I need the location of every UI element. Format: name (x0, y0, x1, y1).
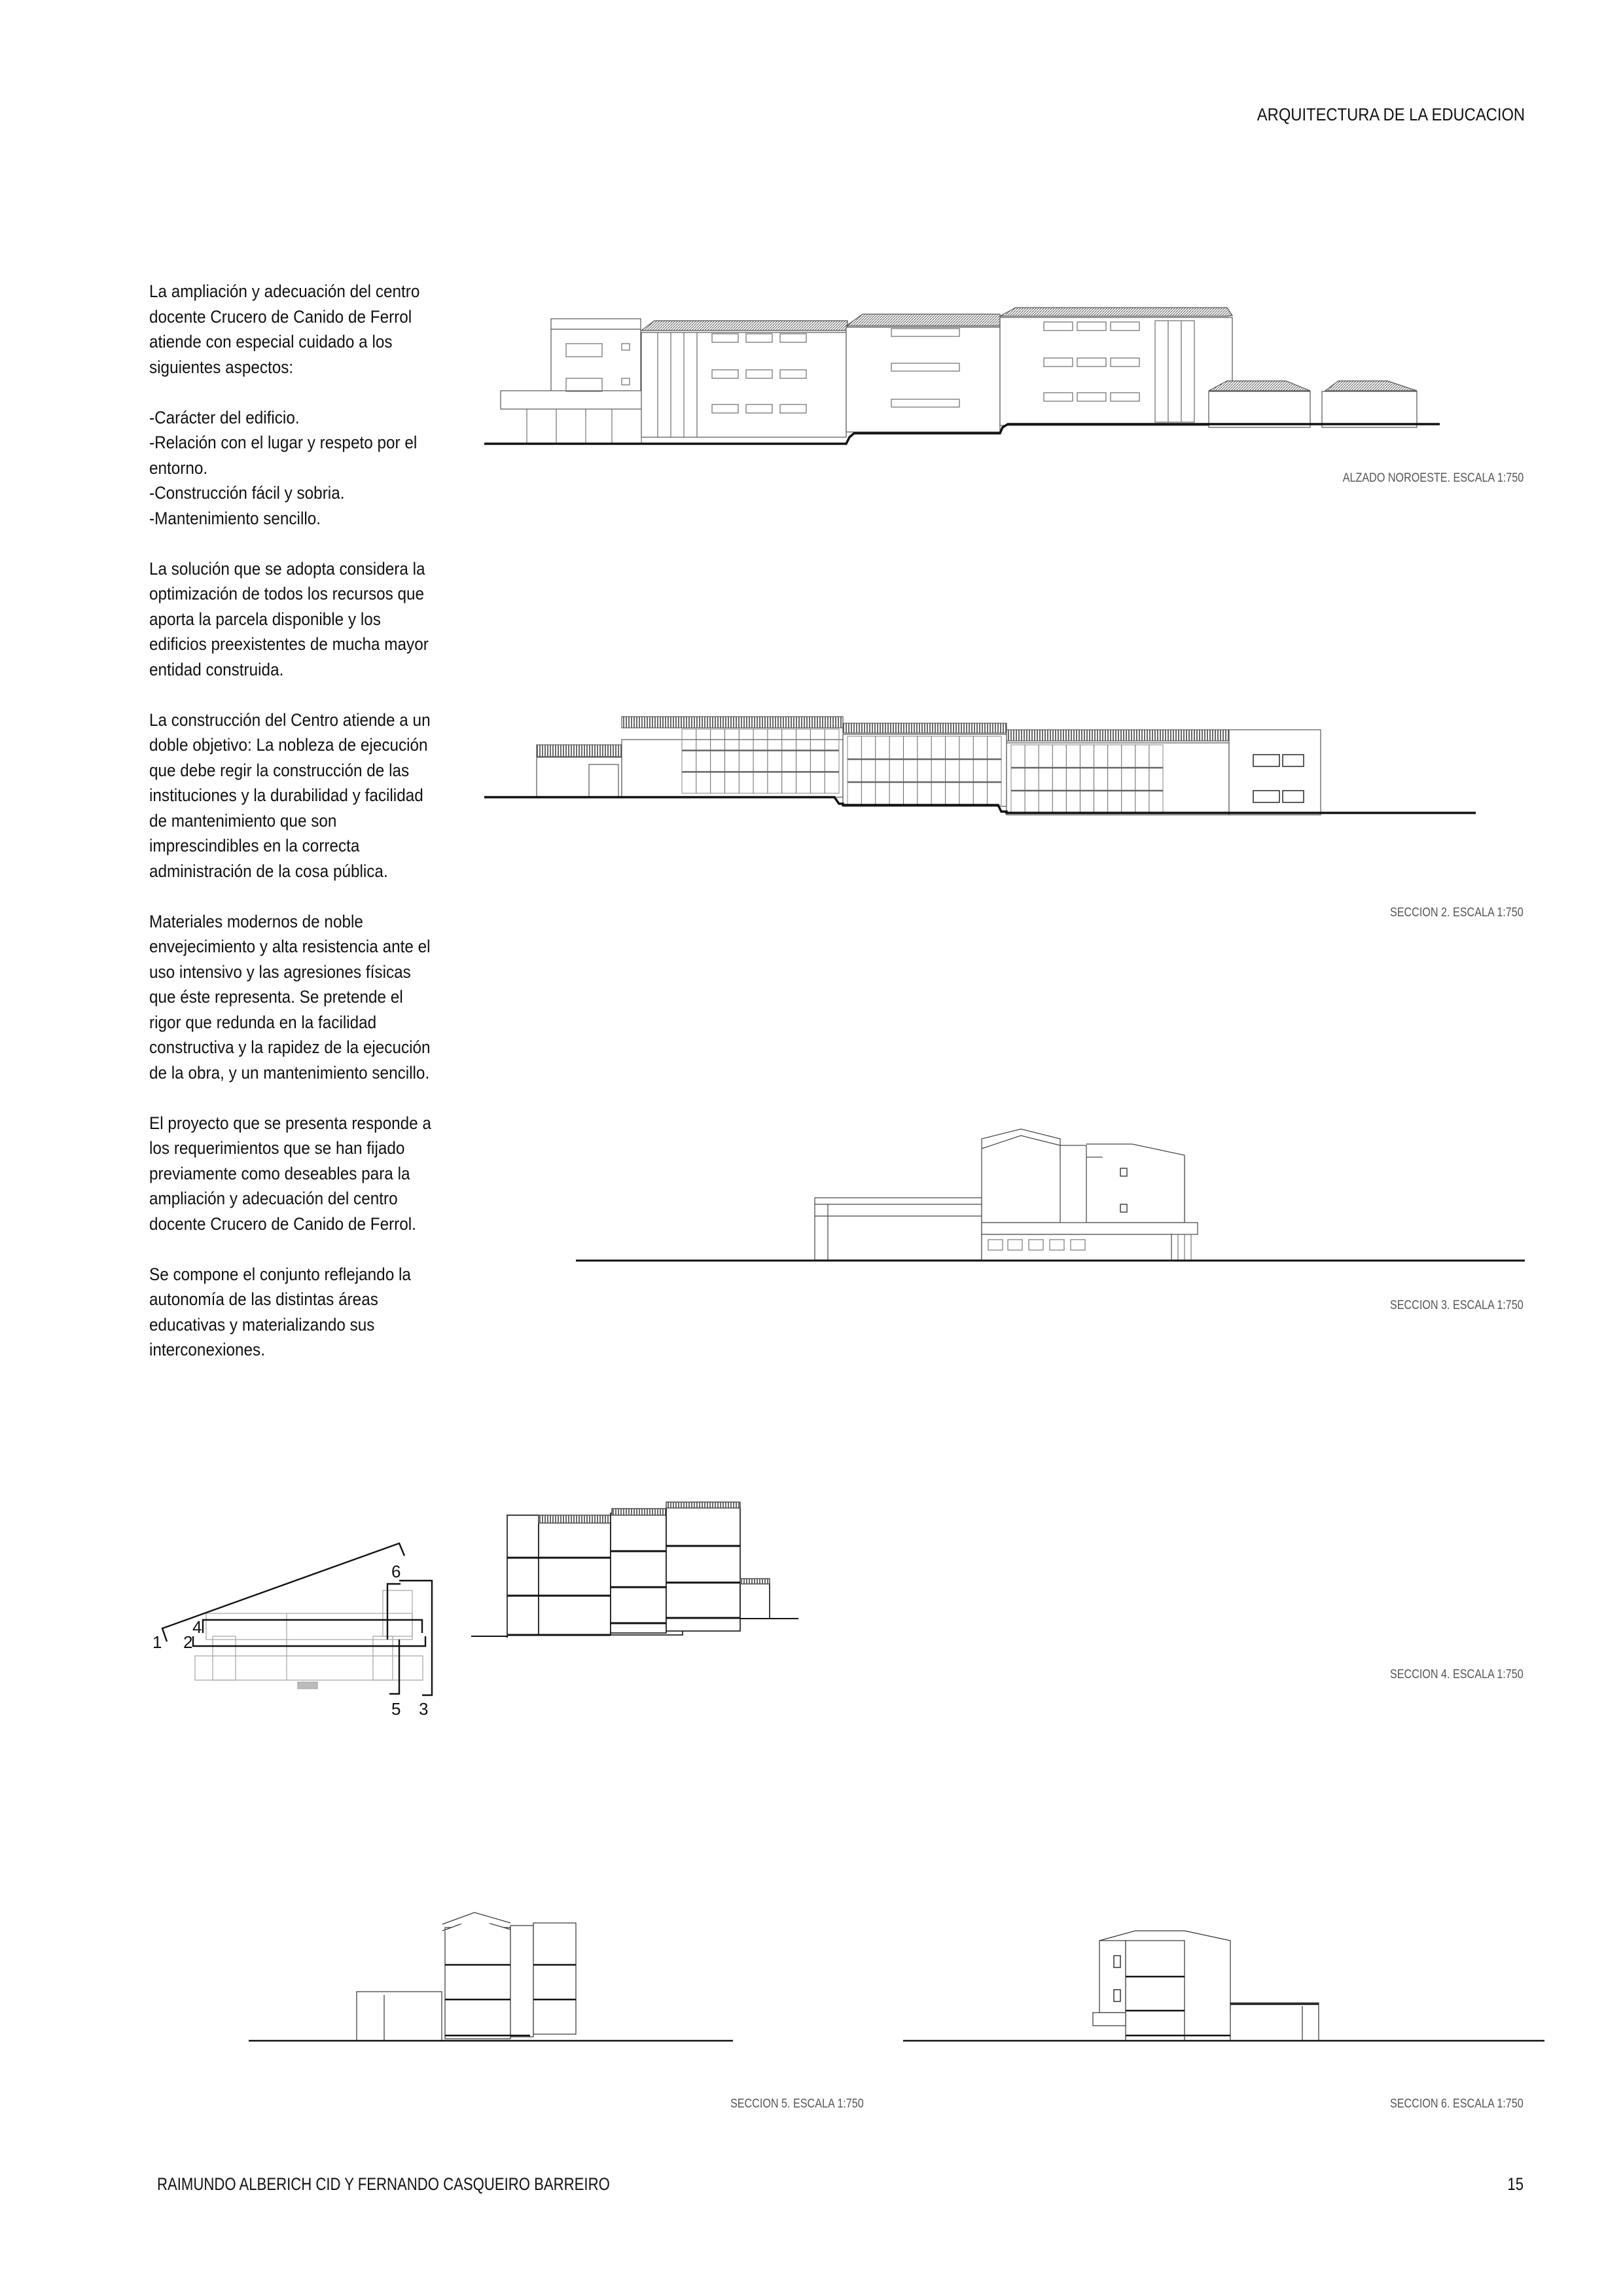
aspect-item: -Carácter del edificio. (149, 407, 300, 427)
aspect-item: -Relación con el lugar y respeto por el entorno. (149, 433, 418, 478)
body-paragraph: El proyecto que se presenta responde a los requerimientos que se han fijado previamente como deseables para la ampliación y adecuación del centro docente Crucero de Canido de Ferrol. (149, 1113, 431, 1234)
section-marker-4: 4 (192, 1617, 202, 1637)
seccion-2-caption: SECCION 2. ESCALA 1:750 (1390, 906, 1524, 920)
body-paragraph: Se compone el conjunto reflejando la autonomía de las distintas áreas educativas y materializando sus interconexiones. (149, 1264, 411, 1359)
aspect-item: -Mantenimiento sencillo. (149, 508, 321, 528)
seccion-5-drawing (249, 1905, 733, 2055)
seccion-4-caption: SECCION 4. ESCALA 1:750 (1390, 1668, 1524, 1681)
section-marker-1: 1 (152, 1632, 162, 1652)
key-plan (131, 1518, 458, 1728)
seccion-6-drawing (903, 1905, 1544, 2055)
section-marker-6: 6 (391, 1562, 401, 1581)
document-header-title: ARQUITECTURA DE LA EDUCACION (1257, 105, 1525, 124)
intro-paragraph: La ampliación y adecuación del centro docente Crucero de Canido de Ferrol atiende con especial cuidado a los siguientes aspectos: (149, 281, 420, 377)
seccion-5-caption: SECCION 5. ESCALA 1:750 (730, 2097, 864, 2111)
seccion-3-caption: SECCION 3. ESCALA 1:750 (1390, 1299, 1524, 1312)
aspect-item: -Construcción fácil y sobria. (149, 483, 345, 503)
seccion-6-caption: SECCION 6. ESCALA 1:750 (1390, 2097, 1524, 2111)
seccion-3-drawing (563, 1113, 1531, 1270)
alzado-noroeste-drawing (471, 295, 1531, 445)
section-marker-3: 3 (419, 1699, 429, 1719)
footer-authors: RAIMUNDO ALBERICH CID Y FERNANDO CASQUEIRO BARREIRO (157, 2174, 610, 2194)
section-marker-2: 2 (183, 1632, 193, 1652)
page-number: 15 (1507, 2174, 1524, 2194)
text-column (149, 279, 438, 1388)
seccion-4-drawing (471, 1486, 1544, 1656)
alzado-noroeste-caption: ALZADO NOROESTE. ESCALA 1:750 (1342, 471, 1524, 485)
seccion-2-drawing (471, 720, 1531, 870)
body-paragraph: Materiales modernos de noble envejecimiento y alta resistencia ante el uso intensivo y las agresiones físicas que éste representa. Se pretende el rigor que redunda en la facilidad constructiva y la rapidez de la ejecución de la obra, y un mantenimiento sencillo. (149, 911, 431, 1083)
body-paragraph: La solución que se adopta considera la optimización de todos los recursos que aporta la parcela disponible y los edificios preexistentes de mucha mayor entidad construida. (149, 558, 429, 679)
section-marker-5: 5 (391, 1699, 401, 1719)
body-paragraph: La construcción del Centro atiende a un doble objetivo: La nobleza de ejecución que debe regir la construcción de las instituciones y la durabilidad y facilidad de mantenimiento que son imprescindibles en la correcta administración de la cosa pública. (149, 709, 431, 881)
